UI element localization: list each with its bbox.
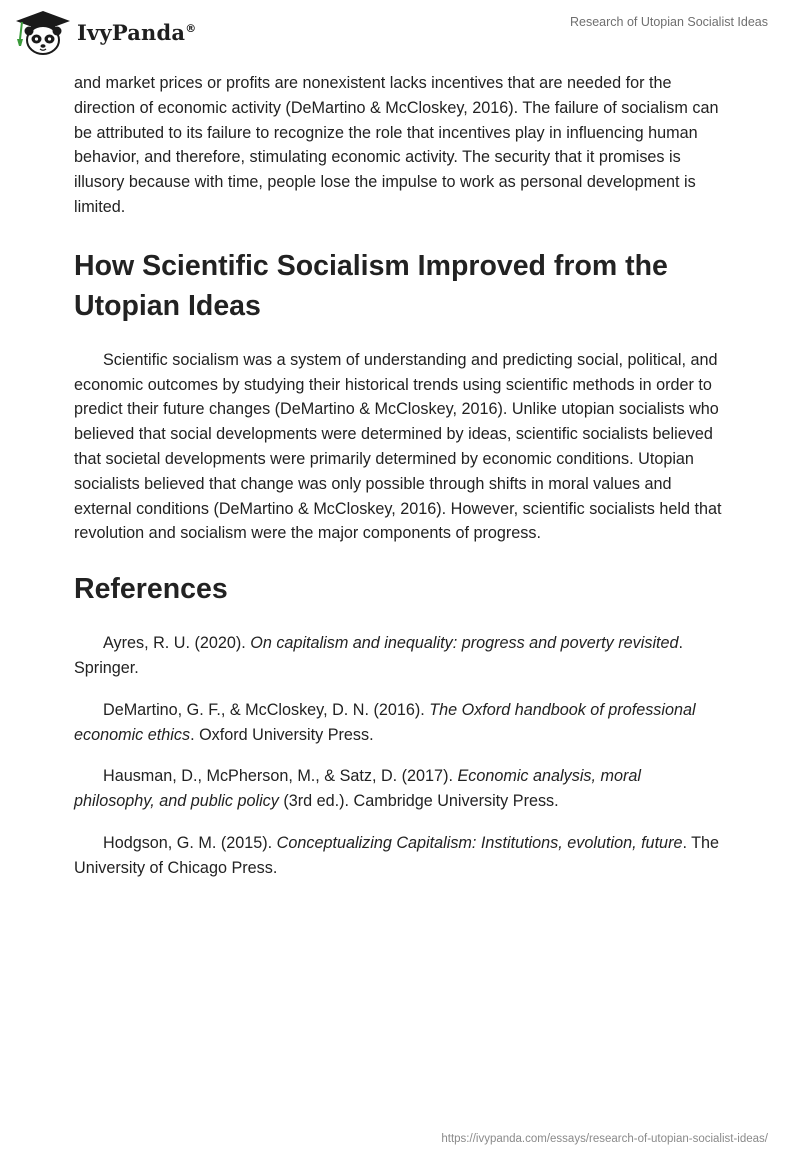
section-paragraph: Scientific socialism was a system of understanding and predicting social, political, and economic outcomes by studying their historical trends using scientific methods in order to predict their future changes (DeMartino & McCloskey, 2016). Unlike utopian socialists who believed that social developments were determined by ideas, scientific socialists believed that societal developments were primarily determined by economic conditions. Utopian socialists believed that change was only possible through shifts in moral values and external conditions (DeMartino & McCloskey, 2016). However, scientific socialists held that revolution and socialism were the major components of progress. bbox=[74, 350, 722, 543]
references-heading: References bbox=[74, 573, 228, 606]
page-header bbox=[0, 0, 800, 66]
reference-entry bbox=[74, 764, 724, 814]
reference-publisher: . Oxford University Press. bbox=[190, 725, 374, 744]
registered-mark: ® bbox=[185, 21, 197, 35]
reference-entry bbox=[74, 631, 724, 681]
reference-authors: Hodgson, G. M. (2015). bbox=[103, 833, 277, 852]
document-title: Research of Utopian Socialist Ideas bbox=[569, 15, 768, 29]
brand-text: IvyPanda bbox=[77, 19, 186, 45]
brand-name bbox=[77, 20, 196, 45]
panda-graduate-icon bbox=[14, 9, 72, 55]
reference-title: Conceptualizing Capitalism: Institutions, evolution, future bbox=[276, 833, 683, 852]
ivypanda-logo[interactable] bbox=[14, 9, 196, 55]
reference-publisher: . The University of Chicago Press. bbox=[74, 833, 720, 877]
reference-title: Economic analysis, moral philosophy, and public policy bbox=[74, 767, 641, 811]
reference-title: The Oxford handbook of professional economic ethics bbox=[74, 700, 696, 744]
reference-publisher: (3rd ed.). Cambridge University Press. bbox=[278, 792, 559, 811]
intro-paragraph: and market prices or profits are nonexistent lacks incentives that are needed for the direction of economic activity (DeMartino & McCloskey, 2016). The failure of socialism can be attributed to its failure to recognize the role that incentives play in influencing human behavior, and therefore, stimulating economic activity. The security that it promises is illusory because with time, people lose the impulse to work as personal development is limited. bbox=[74, 74, 719, 216]
reference-title: On capitalism and inequality: progress and poverty revisited bbox=[250, 634, 679, 653]
section-heading: How Scientific Socialism Improved from the Utopian Ideas bbox=[74, 249, 668, 322]
reference-publisher: . Springer. bbox=[74, 634, 684, 677]
reference-entry bbox=[74, 698, 724, 748]
reference-authors: DeMartino, G. F., & McCloskey, D. N. (2016). bbox=[103, 700, 430, 719]
source-url-link[interactable]: https://ivypanda.com/essays/research-of-utopian-socialist-ideas/ bbox=[441, 1133, 768, 1145]
reference-authors: Ayres, R. U. (2020). bbox=[103, 634, 251, 653]
reference-entry bbox=[74, 831, 724, 881]
reference-authors: Hausman, D., McPherson, M., & Satz, D. (2017). bbox=[103, 767, 458, 786]
essay-content bbox=[74, 71, 724, 898]
